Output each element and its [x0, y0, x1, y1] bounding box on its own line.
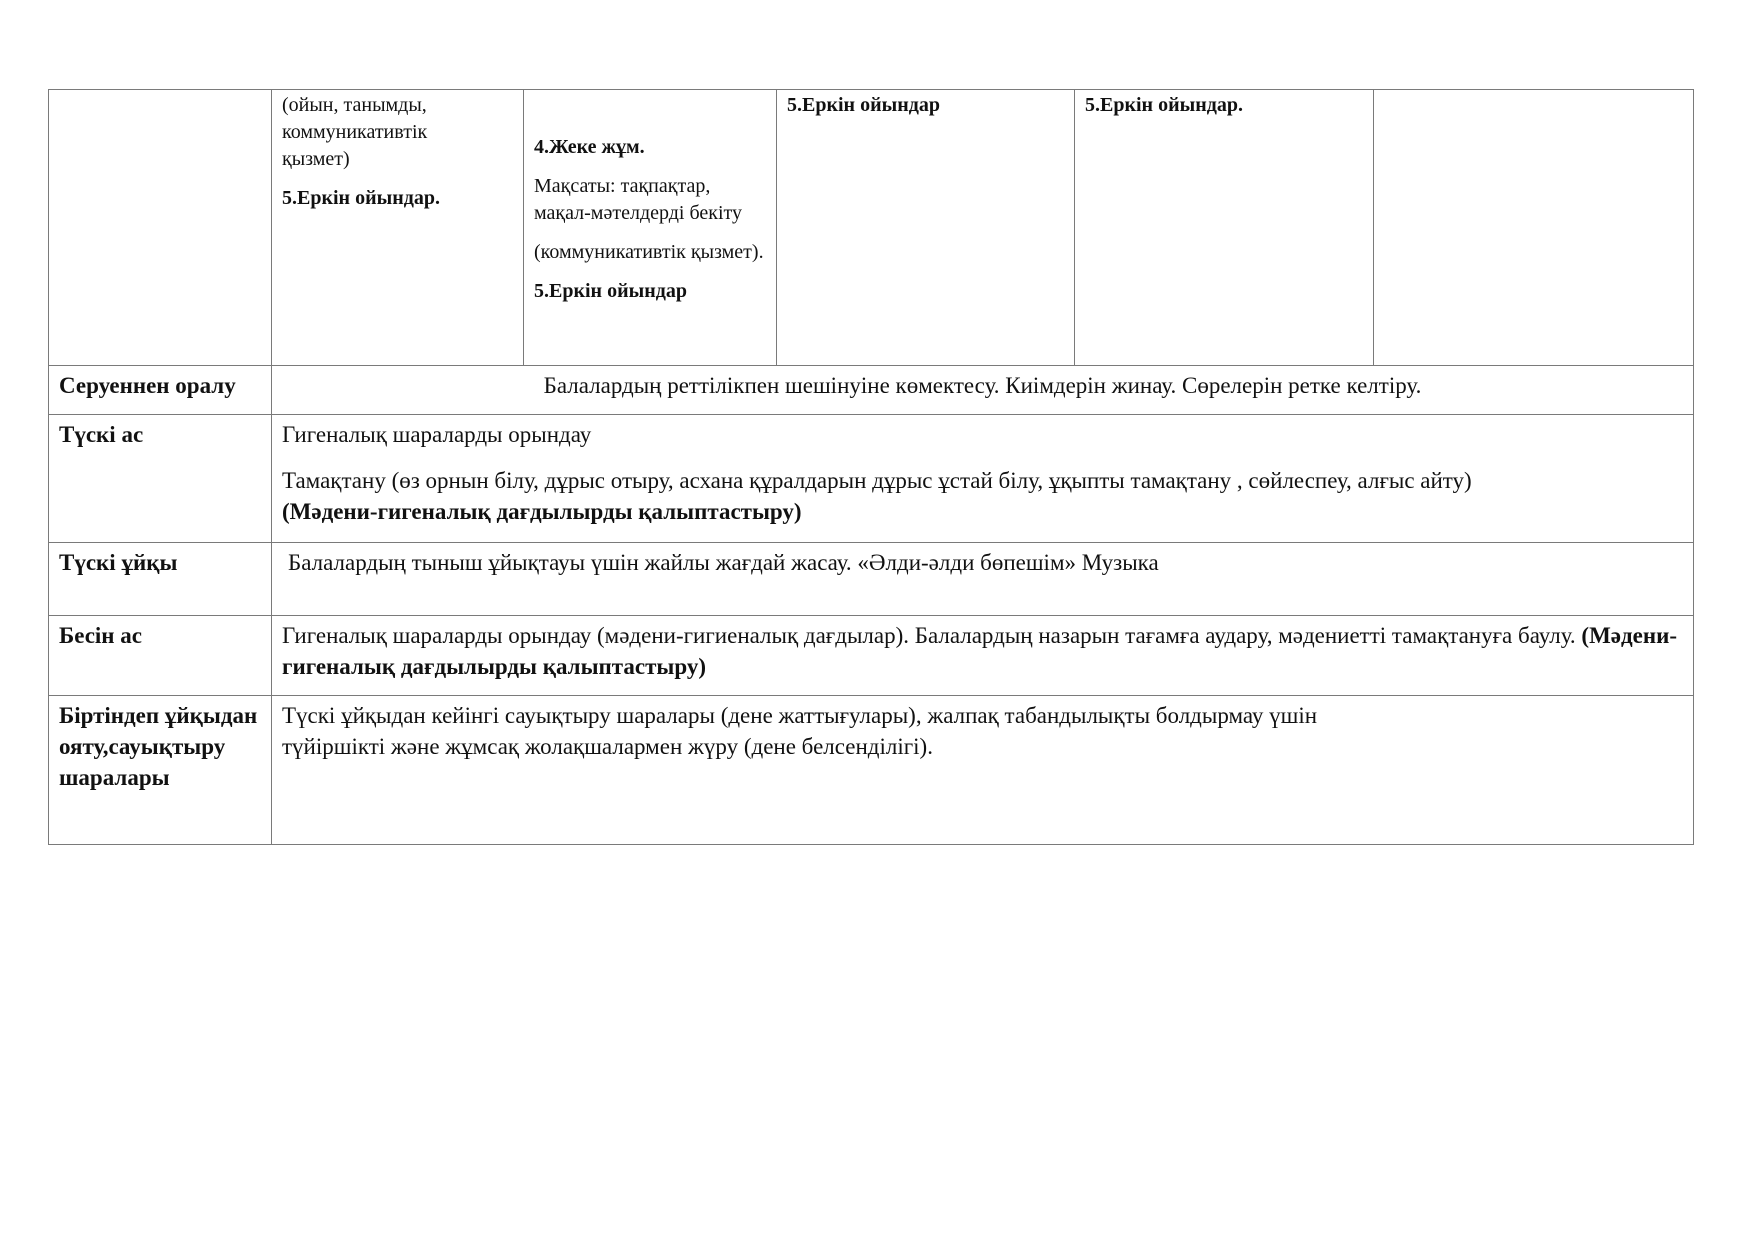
- row-label: Түскі ас: [49, 415, 272, 543]
- activity-line: коммуникативтік: [282, 121, 428, 143]
- row-label: Біртіндеп ұйқыдан ояту,сауықтыру шаралары: [49, 696, 272, 845]
- snack-bold-text: (Мәдени-гигеналық дағдылырды қалыптастыру): [282, 623, 1677, 679]
- row-content: [272, 696, 1694, 845]
- individual-work-heading: 4.Жеке жұм.: [534, 136, 645, 158]
- lunch-line-2: Тамақтану (өз орнын білу, дұрыс отыру, асхана құралдарын дұрыс ұстай білу, ұқыпты тамақтану , сөйлеспеу, алғыс айту): [282, 468, 1472, 493]
- wake-line-1: Түскі ұйқыдан кейінгі сауықтыру шаралары (дене жаттығулары), жалпақ табандылықты болдырмау үшін: [282, 703, 1318, 728]
- cell-activities-col6: [1374, 90, 1694, 366]
- table-row-nap: [49, 543, 1694, 616]
- table-row-snack: [49, 616, 1694, 696]
- row-label: Бесін ас: [49, 616, 272, 696]
- wake-line-2: түйіршікті және жұмсақ жолақшалармен жүру (дене белсенділігі).: [282, 734, 933, 759]
- cell-activities-col3: [524, 90, 777, 366]
- free-games-heading: 5.Еркін ойындар: [534, 280, 687, 302]
- cell-activities-col5: [1075, 90, 1374, 366]
- row-content: [272, 616, 1694, 696]
- cell-activities-col2: [272, 90, 524, 366]
- activity-type-text: (коммуникативтік қызмет).: [534, 241, 764, 263]
- row-content: Балалардың тыныш ұйықтауы үшін жайлы жағдай жасау. «Әлди-әлди бөпешім» Музыка: [272, 543, 1694, 616]
- free-games-heading: 5.Еркін ойындар: [787, 94, 940, 116]
- free-games-heading: 5.Еркін ойындар.: [282, 187, 440, 209]
- row-content: [272, 415, 1694, 543]
- row-content: Балалардың реттілікпен шешінуіне көмектесу. Киімдерін жинау. Сөрелерін ретке келтіру.: [272, 366, 1694, 415]
- lunch-line-3: (Мәдени-гигеналық дағдылырды қалыптастыру): [282, 499, 802, 524]
- table-row-lunch: [49, 415, 1694, 543]
- daily-plan-table: [48, 89, 1694, 845]
- goal-text: Мақсаты: тақпақтар, мақал-мәтелдерді бекіту: [534, 175, 742, 224]
- cell-activities-col4: [777, 90, 1075, 366]
- cell-empty-label: [49, 90, 272, 366]
- lunch-line-1: Гигеналық шараларды орындау: [282, 422, 592, 447]
- free-games-heading: 5.Еркін ойындар.: [1085, 94, 1243, 116]
- activity-line: (ойын, танымды,: [282, 94, 427, 116]
- row-label: Түскі ұйқы: [49, 543, 272, 616]
- activity-line: қызмет): [282, 148, 350, 170]
- snack-text: Гигеналық шараларды орындау (мәдени-гигиеналық дағдылар). Балалардың назарын тағамға аудару, мәдениетті тамақтануға баулу.: [282, 623, 1582, 648]
- table-row-return-walk: [49, 366, 1694, 415]
- table-row-activities: [49, 90, 1694, 366]
- row-label: Серуеннен оралу: [49, 366, 272, 415]
- table-row-wake: [49, 696, 1694, 845]
